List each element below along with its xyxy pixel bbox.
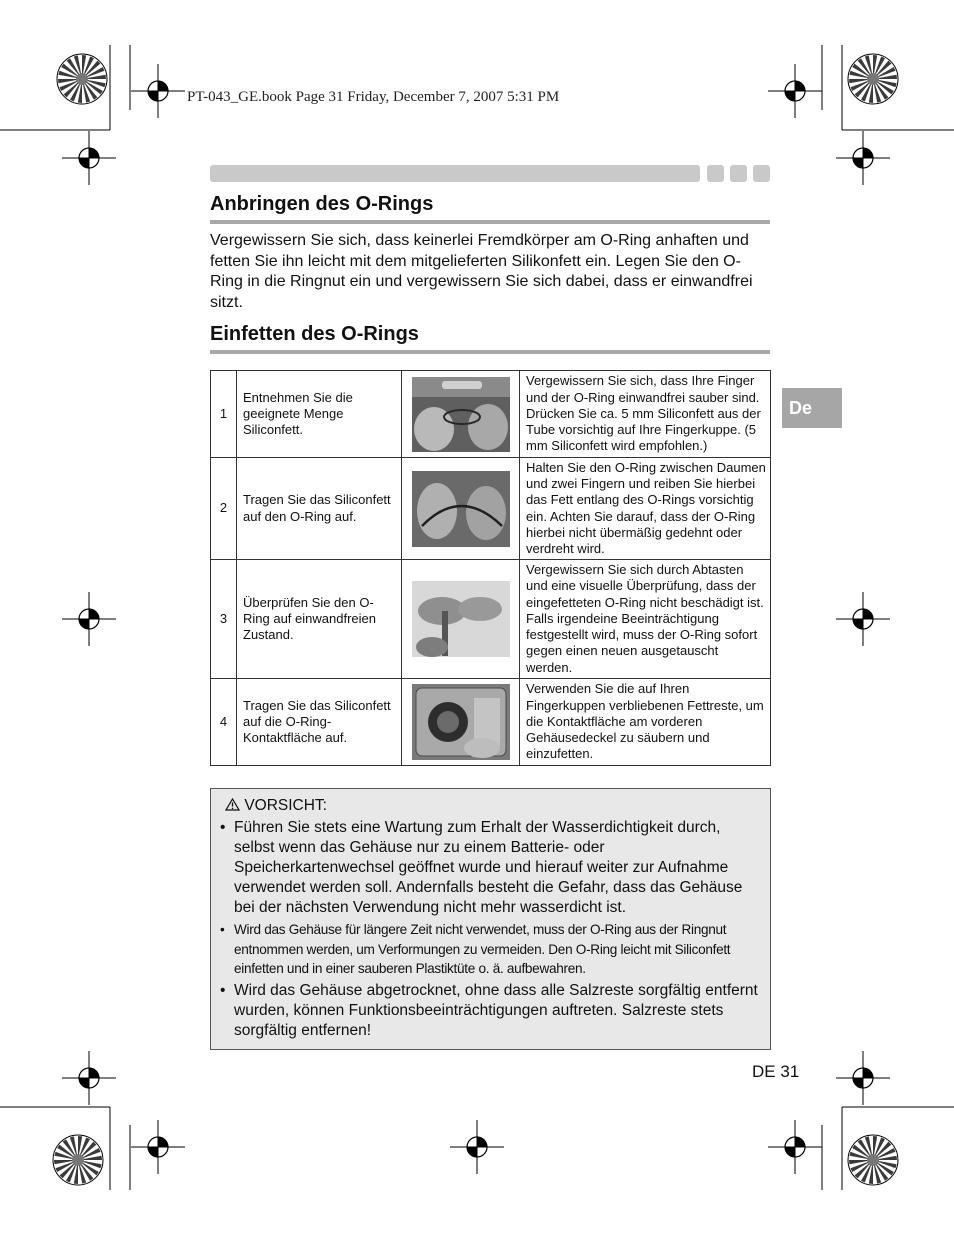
radial-star-target-icon — [848, 54, 898, 104]
step-photo-fingers-grease — [412, 377, 510, 452]
list-item: • Wird das Gehäuse abgetrocknet, ohne dass alle Salzreste sorgfältig entfernt wurden, können Funktionsbeeinträchtigungen auftreten. Salzreste stets sorgfältig entfernen! — [220, 981, 758, 1041]
registration-crosshair-icon — [62, 592, 116, 646]
caution-list — [220, 818, 758, 1041]
radial-star-target-icon — [53, 1135, 103, 1185]
registration-crosshair-icon — [768, 1120, 822, 1174]
radial-star-target-icon — [848, 1135, 898, 1185]
step-title: Tragen Sie das Siliconfett auf die O-Ring- Kontaktfläche auf. — [237, 679, 402, 766]
list-item: • Führen Sie stets eine Wartung zum Erhalt der Wasserdichtigkeit durch, selbst wenn das Gehäuse nur zu einem Batterie- oder Speicherkartenwechsel geöffnet wurde und hierauf weiter zur Aufnahme verwendet werden soll. Andernfalls besteht die Gefahr, dass das Gehäuse bei der nächsten Verwendung nicht mehr wasserdicht ist. — [220, 818, 758, 918]
decorative-square — [730, 165, 747, 182]
warning-triangle-icon — [225, 798, 240, 811]
step-description: Vergewissern Sie sich, dass Ihre Finger und der O-Ring einwandfrei sauber sind. Drücken Sie ca. 5 mm Siliconfett aus der Tube vorsichtig auf Ihre Fingerkuppe. (5 mm Siliconfett wird empfohlen.) — [520, 371, 771, 458]
step-number: 1 — [211, 371, 237, 458]
book-info-header: PT-043_GE.book Page 31 Friday, December 7, 2007 5:31 PM — [187, 89, 560, 105]
registration-crosshair-icon — [836, 131, 890, 185]
registration-crosshair-icon — [450, 1120, 504, 1174]
registration-crosshair-icon — [836, 1051, 890, 1105]
registration-crosshair-icon — [62, 131, 116, 185]
radial-star-target-icon — [57, 54, 107, 104]
table-row — [211, 560, 771, 679]
steps-table — [210, 370, 771, 766]
table-row — [211, 458, 771, 560]
step-photo-inspect-o-ring — [412, 581, 510, 657]
step-number: 2 — [211, 458, 237, 560]
caution-box — [210, 788, 771, 1050]
step-description: Vergewissern Sie sich durch Abtasten und eine visuelle Überprüfung, dass der eingefetteten O-Ring nicht beschädigt ist. Falls irgendeine Beeinträchtigung festgestellt wird, muss der O-Ring sofort gegen einen neuen ausgetauscht werden. — [520, 560, 771, 679]
page-number: DE 31 — [752, 1062, 800, 1081]
step-photo-housing-contact-surface — [412, 684, 510, 760]
step-title: Tragen Sie das Siliconfett auf den O-Ring auf. — [237, 458, 402, 560]
registration-crosshair-icon — [131, 64, 185, 118]
step-description: Halten Sie den O-Ring zwischen Daumen und zwei Fingern und reiben Sie hierbei das Fett entlang des O-Rings vorsichtig ein. Achten Sie darauf, dass der O-Ring hierbei nicht übermäßig gedehnt oder verdreht wird. — [520, 458, 771, 560]
step-title: Überprüfen Sie den O-Ring auf einwandfreien Zustand. — [237, 560, 402, 679]
section-title-einfetten: Einfetten des O-Rings — [210, 323, 770, 354]
step-number: 3 — [211, 560, 237, 679]
language-tab: De — [782, 388, 842, 428]
table-row — [211, 371, 771, 458]
intro-paragraph: Vergewissern Sie sich, dass keinerlei Fremdkörper am O-Ring anhaften und fetten Sie ihn leicht mit dem mitgelieferten Silikonfett ein. Legen Sie den O-Ring in die Ringnut ein und vergewissern Sie sich dabei, dass er einwandfrei sitzt. — [210, 232, 753, 311]
table-row — [211, 679, 771, 766]
step-photo-rub-o-ring — [412, 471, 510, 547]
section-title-anbringen: Anbringen des O-Rings — [210, 193, 770, 224]
decorative-square — [707, 165, 724, 182]
registration-crosshair-icon — [836, 592, 890, 646]
decorative-square — [753, 165, 770, 182]
decorative-header-bar — [210, 165, 700, 182]
registration-crosshair-icon — [131, 1120, 185, 1174]
caution-title: VORSICHT: — [244, 797, 327, 814]
registration-crosshair-icon — [62, 1051, 116, 1105]
step-description: Verwenden Sie die auf Ihren Fingerkuppen verbliebenen Fettreste, um die Kontaktfläche am vorderen Gehäusedeckel zu säubern und einzufetten. — [520, 679, 771, 766]
step-title: Entnehmen Sie die geeignete Menge Siliconfett. — [237, 371, 402, 458]
step-number: 4 — [211, 679, 237, 766]
list-item: • Wird das Gehäuse für längere Zeit nicht verwendet, muss der O-Ring aus der Ringnut entnommen werden, um Verformungen zu vermeiden. Den O-Ring leicht mit Siliconfett einfetten und in einer sauberen Plastiktüte o. ä. aufbewahren. — [220, 920, 758, 979]
registration-crosshair-icon — [768, 64, 822, 118]
